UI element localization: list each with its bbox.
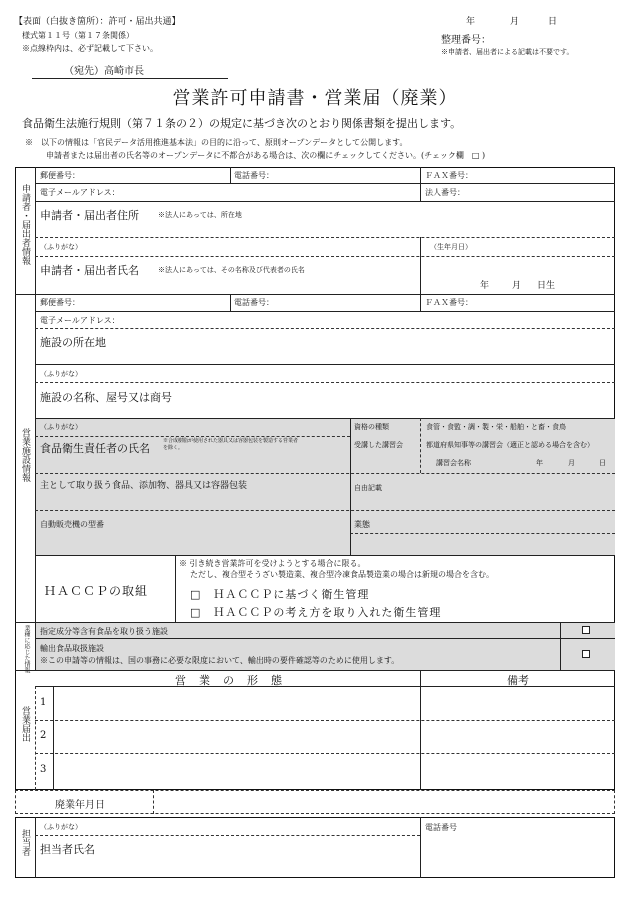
qualification-label: 資格の種類 (354, 423, 389, 431)
notification-row-2: 2 (40, 730, 47, 741)
contact-side-label: 担当者 (20, 829, 30, 856)
facility-name-label[interactable]: 施設の名称、屋号又は商号 (40, 391, 172, 404)
facility-postal-code[interactable]: 郵便番号： (40, 298, 80, 307)
designated-ingredient-facility: 指定成分等含有食品を取り扱う施設 (40, 627, 168, 636)
addressee: （宛先）高崎市長 (64, 66, 144, 77)
haccp-option-based[interactable]: □ ＨＡＣＣＰに基づく衛生管理 (190, 588, 370, 601)
business-type-header: 営 業 の 形 態 (175, 674, 283, 687)
applicant-name-label[interactable]: 申請者・届出者氏名 (40, 264, 139, 277)
date-month[interactable]: 月 (510, 17, 520, 27)
notification-row-1: 1 (40, 697, 47, 708)
course-month[interactable]: 月 (568, 459, 575, 467)
export-checkbox[interactable] (582, 650, 590, 658)
facility-side-label: 営業施設情報 (20, 428, 30, 482)
contact-phone[interactable]: 電話番号 (425, 823, 457, 832)
form-number: 様式第１１号（第１７条関係） (22, 31, 134, 40)
applicant-email[interactable]: 電子メールアドレス： (40, 188, 120, 197)
applicant-name-note: ※法人にあっては、その名称及び代表者の氏名 (158, 266, 305, 274)
applicant-address-label[interactable]: 申請者・届出者住所 (40, 209, 139, 222)
cover-note: 【表面（白抜き箇所）：許可・届出共通】 (14, 17, 181, 27)
closure-date-field[interactable] (15, 790, 615, 814)
reference-label: 整理番号： (441, 35, 491, 46)
manager-note-2: を除く。 (163, 445, 183, 451)
applicant-fax[interactable]: ＦＡＸ番号： (425, 171, 473, 180)
applicant-postal-code[interactable]: 郵便番号： (40, 171, 80, 180)
facility-phone[interactable]: 電話番号： (234, 298, 274, 307)
date-year[interactable]: 年 (466, 17, 476, 27)
required-note: ※点線枠内は、必ず記載して下さい。 (22, 44, 158, 53)
birth-day[interactable]: 日生 (537, 281, 556, 291)
applicant-furigana[interactable]: （ふりがな） (40, 243, 82, 251)
facility-furigana[interactable]: （ふりがな） (40, 370, 82, 378)
manager-furigana[interactable]: （ふりがな） (40, 423, 82, 431)
haccp-note-2: ただし、複合型そうざい製造業、複合型冷凍食品製造業の場合は新規の場合を含む。 (190, 570, 494, 579)
course-year[interactable]: 年 (536, 459, 543, 467)
applicant-address-note: ※法人にあっては、所在地 (158, 211, 242, 219)
birth-month[interactable]: 月 (512, 281, 522, 291)
designated-checkbox[interactable] (582, 626, 590, 634)
qualification-types[interactable]: 食管・食監・調・製・栄・船舶・と畜・食鳥 (426, 423, 566, 431)
remarks-header: 備考 (507, 674, 529, 687)
contact-name-label[interactable]: 担当者氏名 (40, 843, 95, 856)
contact-furigana[interactable]: （ふりがな） (40, 823, 82, 831)
vending-model-label[interactable]: 自動販売機の型番 (40, 520, 104, 529)
contact-frame (15, 817, 615, 878)
main-products-label[interactable]: 主として取り扱う食品、添加物、器具又は容器包装 (40, 481, 248, 491)
export-note: ※この申請等の情報は、国の事務に必要な限度において、輸出時の要件確認等のために使用します。 (40, 656, 400, 665)
course-day[interactable]: 日 (599, 459, 606, 467)
facility-location-label[interactable]: 施設の所在地 (40, 336, 106, 349)
date-day[interactable]: 日 (548, 17, 558, 27)
business-type-label[interactable]: 業態 (354, 520, 370, 529)
notification-side-label: 営業届出 (20, 706, 30, 742)
reference-note: ※申請者、届出者による記載は不要です。 (441, 48, 574, 56)
birth-year[interactable]: 年 (480, 281, 490, 291)
page-title: 営業許可申請書・営業届（廃業） (172, 88, 458, 109)
haccp-option-approach[interactable]: □ ＨＡＣＣＰの考え方を取り入れた衛生管理 (190, 606, 442, 619)
export-facility: 輸出食品取扱施設 (40, 644, 104, 653)
applicant-corporate-number[interactable]: 法人番号： (425, 188, 465, 197)
intro-text: 食品衛生法施行規則（第７１条の２）の規定に基づき次のとおり関係書類を提出します。 (22, 117, 462, 130)
free-entry-label[interactable]: 自由記載 (354, 484, 382, 492)
closure-date-label: 廃業年月日 (55, 800, 105, 811)
open-data-note-2[interactable]: 申請者または届出者の氏名等のオープンデータに不都合がある場合は、次の欄にチェックしてください。(チェック欄 □ ) (46, 151, 486, 160)
manager-name-label[interactable]: 食品衛生責任者の氏名 (40, 442, 150, 455)
haccp-note-1: ※ 引き続き営業許可を受けようとする場合に限る。 (179, 559, 366, 568)
course-value[interactable]: 都道府県知事等の講習会（適正と認める場合を含む） (426, 441, 594, 449)
haccp-label: ＨＡＣＣＰの取組 (44, 584, 149, 598)
applicant-birthdate-label: （生年月日） (430, 243, 472, 251)
applicant-phone[interactable]: 電話番号： (234, 171, 274, 180)
business-specific-side-label: 業種に応じた情報 (23, 625, 30, 673)
course-label: 受講した講習会 (354, 441, 403, 449)
facility-email[interactable]: 電子メールアドレス： (40, 316, 120, 325)
manager-note-1: ※合成樹脂が使用された器具又は容器包装を製造する営業者 (163, 438, 299, 444)
course-name-label[interactable]: 講習会名称 (436, 459, 471, 467)
notification-row-3: 3 (40, 764, 47, 775)
open-data-note-1: ※ 以下の情報は「官民データ活用推進基本法」の目的に沿って、原則オープンデータとして公開します。 (25, 138, 408, 147)
applicant-side-label: 申請者・届出者情報 (20, 184, 30, 265)
facility-fax[interactable]: ＦＡＸ番号： (425, 298, 473, 307)
